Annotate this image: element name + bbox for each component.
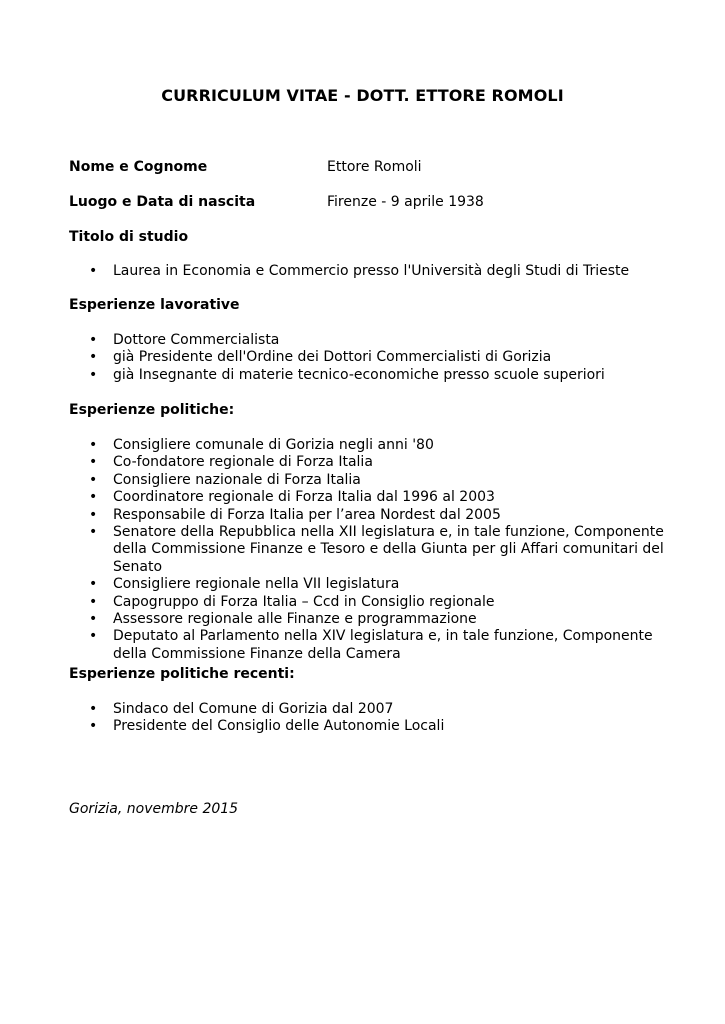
list-item: • Consigliere comunale di Gorizia negli anni '80 (0, 437, 725, 454)
list-item: • Consigliere regionale nella VII legislatura (0, 576, 725, 593)
list-item: • Senatore della Repubblica nella XII legislatura e, in tale funzione, Componente della Commissione Finanze e Tesoro e della Giunta per gli Affari comunitari del Senato (0, 524, 725, 576)
list-esperienze-recenti (0, 701, 725, 736)
list-item: • Sindaco del Comune di Gorizia dal 2007 (0, 701, 725, 718)
field-value-nome: Ettore Romoli (327, 159, 422, 175)
section-heading-titolo-studio: Titolo di studio (69, 229, 189, 245)
list-item: • Laurea in Economia e Commercio presso l'Università degli Studi di Trieste (0, 263, 725, 280)
list-item: • già Insegnante di materie tecnico-economiche presso scuole superiori (0, 367, 725, 384)
place-date-footer: Gorizia, novembre 2015 (69, 801, 239, 817)
list-esperienze-politiche (0, 437, 725, 663)
field-value-nascita: Firenze - 9 aprile 1938 (327, 194, 484, 210)
list-item: • Consigliere nazionale di Forza Italia (0, 472, 725, 489)
list-item: • già Presidente dell'Ordine dei Dottori Commercialisti di Gorizia (0, 349, 725, 366)
list-esperienze-lavorative (0, 332, 725, 384)
field-label-nome: Nome e Cognome (69, 159, 208, 175)
list-item: • Responsabile di Forza Italia per l’area Nordest dal 2005 (0, 507, 725, 524)
list-item: • Co-fondatore regionale di Forza Italia (0, 454, 725, 471)
section-heading-esperienze-recenti: Esperienze politiche recenti: (69, 666, 295, 682)
section-heading-esperienze-politiche: Esperienze politiche: (69, 402, 235, 418)
document-title: CURRICULUM VITAE - DOTT. ETTORE ROMOLI (161, 86, 564, 105)
list-item: • Capogruppo di Forza Italia – Ccd in Consiglio regionale (0, 594, 725, 611)
field-label-nascita: Luogo e Data di nascita (69, 194, 256, 210)
list-item: • Deputato al Parlamento nella XIV legislatura e, in tale funzione, Componente della Commissione Finanze della Camera (0, 628, 725, 663)
list-item: • Presidente del Consiglio delle Autonomie Locali (0, 718, 725, 735)
list-item: • Assessore regionale alle Finanze e programmazione (0, 611, 725, 628)
list-item: • Coordinatore regionale di Forza Italia dal 1996 al 2003 (0, 489, 725, 506)
section-heading-esperienze-lavorative: Esperienze lavorative (69, 297, 240, 313)
list-item: • Dottore Commercialista (0, 332, 725, 349)
list-titolo-studio (0, 263, 725, 280)
